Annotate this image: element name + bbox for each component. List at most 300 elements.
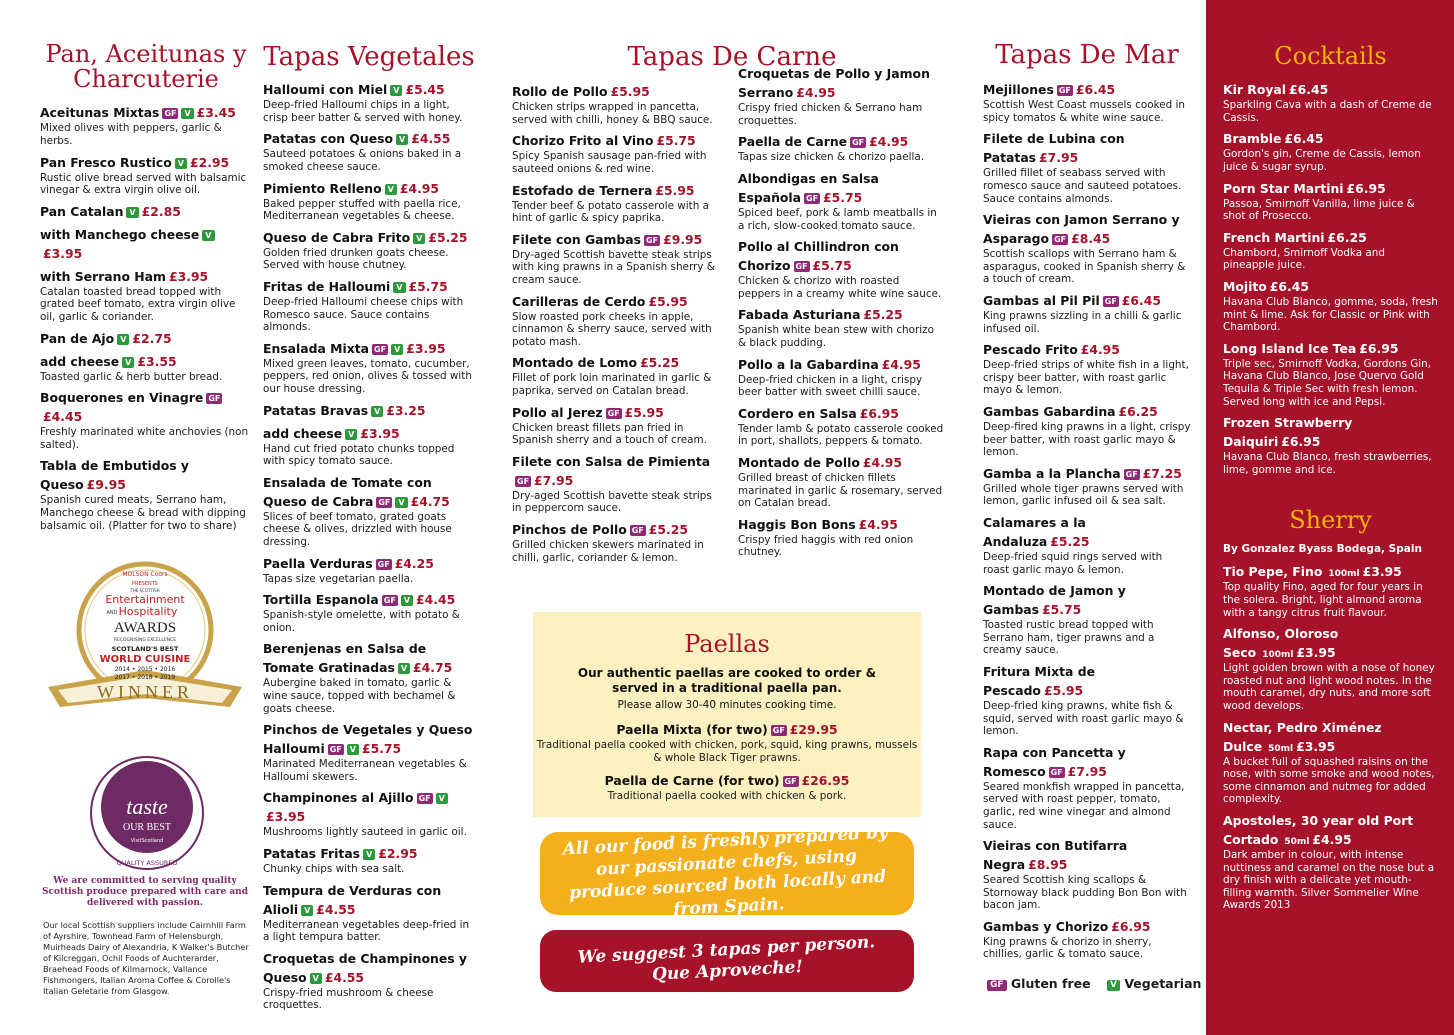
menu-item-price: £6.45 (1269, 278, 1309, 294)
gluten-free-icon: GF (784, 777, 797, 787)
menu-item (1223, 79, 1438, 124)
menu-item-name: Nectar, Pedro Ximénez Dulce (1223, 719, 1382, 754)
menu-item-description: Fillet of pork loin marinated in garlic & paprika, served on Catalan bread. (512, 372, 712, 398)
menu-item (1223, 227, 1438, 272)
menu-item-price: £2.95 (378, 845, 418, 861)
menu-item-name: Haggis Bon Bons (738, 516, 856, 532)
menu-item-description: Rustic olive bread served with balsamic vinegar & extra virgin olive oil. (40, 171, 247, 197)
menu-item-description: Chicken & chorizo with roasted peppers in a creamy white wine sauce. (738, 275, 942, 300)
award-years2: 2017 • 2018 • 2019 (114, 674, 176, 681)
menu-item-name: Gamba a la Plancha (983, 465, 1121, 481)
award-the: THE SCOTTISH (130, 588, 160, 593)
menu-item-name: Pan de Ajo (40, 330, 115, 346)
menu-item-description: Grilled breast of chicken fillets marinated in garlic & rosemary, served on Catalan bread. (738, 472, 943, 510)
menu-item-name: Rapa con Pancetta y Romesco (983, 744, 1126, 779)
vegetarian-icon: V (401, 595, 413, 606)
menu-item-price: £3.55 (137, 353, 177, 369)
vegetarian-icon: V (363, 849, 375, 860)
vegetarian-icon: V (310, 973, 322, 984)
menu-item (1223, 717, 1438, 806)
menu-item-description: Mushrooms lightly sauteed in garlic oil. (263, 826, 467, 839)
menu-item-name: Gambas y Chorizo (983, 918, 1109, 934)
menu-item (40, 266, 252, 324)
menu-item-name: Pan Catalan (40, 203, 124, 219)
gluten-free-icon: GF (374, 344, 387, 354)
menu-item-name: Montado de Jamon y Gambas (983, 583, 1126, 618)
menu-item-description: Crispy fried haggis with red onion chutney. (738, 533, 914, 559)
menu-item-price: £5.25 (648, 521, 688, 537)
menu-item (738, 168, 944, 232)
menu-item (512, 81, 718, 126)
menu-item-description: King prawns sizzling in a chilli & garlic infused oil. (983, 310, 1182, 335)
gluten-free-icon: GF (646, 235, 659, 245)
vegetarian-icon: V (175, 158, 187, 169)
menu-item-name: Patatas con Queso (263, 131, 394, 147)
menu-item-price: £4.95 (1312, 832, 1352, 847)
menu-item-description: Catalan toasted bread topped with grated beef tomato, extra virgin olive oil, garlic & coriander. (40, 285, 236, 323)
menu-item-name: Champinones al Ajillo (263, 790, 414, 806)
menu-item (738, 236, 944, 300)
commitment-text: We are committed to serving quality Scottish produce prepared with care and delivered with passion. (41, 876, 249, 908)
suggest-banner-text: We suggest 3 tapas per person. Que Aproveche! (577, 932, 876, 985)
menu-item (983, 512, 1191, 576)
gluten-free-icon: GF (1050, 767, 1063, 777)
taste-our-best-badge (80, 755, 215, 875)
menu-item-price: £6.95 (1346, 180, 1386, 196)
menu-item-price: £8.95 (1028, 857, 1068, 873)
menu-item-price: £6.45 (1121, 293, 1161, 309)
menu-item-name: Croquetas de Pollo y Jamon Serrano (738, 66, 930, 101)
menu-item-description: Mixed green leaves, tomato, cucumber, peppers, red onion, olives & tossed with our house dressing. (263, 357, 472, 396)
menu-item-name: Alfonso, Oloroso Seco (1223, 626, 1339, 661)
menu-item-price: £7.95 (1067, 763, 1107, 779)
menu-item (983, 661, 1191, 738)
menu-item-price: £4.55 (316, 901, 356, 917)
award-winner: WINNER (97, 682, 193, 702)
menu-item-description: Dry-aged Scottish bavette steak strips with king prawns in a Spanish sherry & cream sauce. (512, 248, 715, 287)
menu-item (533, 770, 921, 803)
menu-item-description: Spanish white bean stew with chorizo & black pudding. (738, 324, 934, 350)
menu-item-price: £5.25 (428, 229, 468, 245)
menu-item-description: Tapas size vegetarian paella. (263, 572, 414, 585)
menu-item-description: Crispy-fried mushroom & cheese croquettes. (263, 986, 434, 1012)
menu-item-price: £6.25 (1327, 229, 1367, 245)
sherry-subtitle: By Gonzalez Byass Bodega, Spain (1223, 543, 1422, 556)
vegetarian-icon: V (391, 344, 403, 355)
menu-item-price: £5.45 (405, 82, 445, 98)
menu-item-name: Pimiento Relleno (263, 180, 382, 196)
menu-item-description: Traditional paella cooked with chicken & pork. (607, 790, 847, 803)
section-title-sherry: Sherry (1289, 506, 1372, 535)
menu-item-price: £5.95 (655, 182, 695, 198)
menu-item (983, 339, 1191, 397)
menu-item (983, 463, 1191, 508)
menu-item (263, 638, 475, 715)
menu-item (738, 131, 944, 164)
vegetarian-icon: V (181, 108, 193, 119)
menu-item-description: Triple sec, Smirnoff Vodka, Gordons Gin, Havana Club Blanco, Jose Quervo Gold Tequila & Triple Sec with fresh lemon. Served long with ice and Pepsi. (1223, 357, 1432, 408)
menu-item-description: Grilled whole tiger prawns served with lemon, garlic infused oil & sea salt. (983, 482, 1184, 508)
menu-item-name: Ensalada de Tomate con Queso de Cabra (263, 474, 432, 509)
paellas-title: Paellas (684, 630, 770, 658)
menu-item-name: Paella de Carne (738, 134, 848, 150)
award-recog: RECOGNISING EXCELLENCE (113, 638, 177, 643)
menu-item-price: £6.95 (1359, 340, 1399, 356)
menu-item (738, 63, 944, 127)
menu-item-name: Vieiras con Jamon Serrano y Asparago (983, 212, 1180, 247)
menu-item-price: £5.75 (823, 190, 863, 206)
legend-gf-label: Gluten free (1010, 976, 1091, 991)
suggest-banner (540, 930, 914, 992)
menu-item-description: Spiced beef, pork & lamb meatballs in a rich, slow-cooked tomato sauce. (738, 207, 937, 232)
mar-list (983, 79, 1191, 961)
menu-item-price: £4.75 (410, 493, 450, 509)
menu-item (263, 880, 475, 944)
cocktail-list (1223, 79, 1438, 476)
menu-item-name: Bramble (1223, 131, 1282, 147)
menu-item (983, 916, 1191, 961)
menu-item-price: £2.95 (189, 154, 230, 170)
menu-item (263, 948, 475, 1012)
menu-item-price: £4.95 (858, 516, 898, 532)
veg-list (263, 79, 475, 1012)
menu-item-name: Calamares a la Andaluza (983, 514, 1086, 549)
legend (984, 976, 1201, 991)
vegetarian-icon: V (202, 230, 214, 241)
award-and: AND (106, 610, 118, 616)
menu-item (512, 519, 718, 564)
menu-item-name: Patatas Fritas (263, 845, 361, 861)
menu-item-name: Estofado de Ternera (512, 182, 653, 198)
menu-item-price: £4.95 (796, 85, 836, 101)
menu-item (1223, 178, 1438, 223)
gluten-free-icon: GF (383, 596, 396, 606)
taste-assured: QUALITY ASSURED (116, 859, 178, 867)
menu-item (263, 79, 475, 124)
column-carne (512, 0, 952, 568)
menu-item-price: £4.95 (399, 180, 440, 196)
menu-item-price: £2.85 (141, 203, 181, 219)
vegetarian-icon: V (122, 357, 134, 368)
menu-item-name: Tabla de Embutidos y Queso (40, 458, 189, 493)
menu-item-price: £3.95 (360, 425, 400, 441)
vegetarian-icon: V (413, 233, 425, 244)
menu-item-description: Chicken breast fillets pan fried in Spanish sherry and a touch of cream. (512, 421, 707, 447)
menu-item (40, 152, 252, 197)
gluten-free-icon: GF (852, 138, 865, 148)
menu-item (512, 229, 718, 287)
menu-item (263, 276, 475, 334)
menu-item-price: £6.95 (1111, 918, 1151, 934)
menu-item-price: £4.75 (413, 660, 453, 676)
menu-item (263, 843, 475, 876)
menu-item-description: Light golden brown with a nose of honey roasted nut and light wood notes. In the mouth caramel, dry nuts, and more soft wood develops. (1223, 662, 1435, 713)
award-years1: 2014 • 2015 • 2016 (114, 666, 176, 673)
menu-item-description: Deep-fried Halloumi chips in a light, crisp beer batter & served with honey. (263, 99, 463, 124)
menu-item-name: Pollo al Jerez (512, 404, 603, 420)
menu-item-description: Baked pepper stuffed with paella rice, Mediterranean vegetables & cheese. (263, 197, 461, 223)
menu-item-description: Grilled fillet of seabass served with romesco sauce and sauteed potatoes. Sauce contains almonds. (983, 167, 1182, 205)
menu-item-name: Pescado Frito (983, 342, 1078, 358)
menu-item-name: Filete con Salsa de Pimienta (512, 453, 711, 469)
column-veg (263, 0, 475, 1016)
column-mar (983, 0, 1191, 965)
menu-item-name: with Serrano Ham (40, 268, 166, 284)
menu-item (738, 452, 944, 510)
award-line3: AWARDS (113, 620, 177, 636)
menu-item-price: £4.45 (43, 409, 83, 425)
menu-item-price: £26.95 (801, 773, 850, 789)
menu-item (1223, 338, 1438, 408)
gluten-free-icon: GF (772, 726, 785, 735)
section-title-veg: Tapas Vegetales (263, 42, 475, 72)
menu-item-name: Albondigas en Salsa Española (738, 171, 879, 206)
menu-item-name: Pinchos de Vegetales y Queso Halloumi (263, 722, 473, 757)
menu-item-name: Chorizo Frito al Vino (512, 133, 654, 149)
menu-item-price: £3.95 (1362, 564, 1402, 580)
menu-item-price: £5.95 (610, 84, 650, 100)
menu-item (512, 402, 718, 447)
menu-item-description: Scottish West Coast mussels cooked in spicy tomatos & white wine sauce. (983, 99, 1185, 124)
menu-item-price: £6.25 (1118, 404, 1158, 420)
menu-item-name: Tempura de Verduras con Alioli (263, 882, 442, 917)
menu-item-name: Filete de Lubina con Patatas (983, 131, 1125, 166)
fresh-banner (540, 822, 914, 920)
menu-item-price: £3.25 (386, 402, 426, 418)
menu-item-name: Montado de Lomo (512, 355, 638, 371)
menu-item-description: Gordon's gin, Creme de Cassis, lemon juice & sugar syrup. (1223, 148, 1421, 173)
menu-item-description: Chicken strips wrapped in pancetta, served with chilli, honey & BBQ sauce. (512, 101, 713, 126)
menu-item-name: Fritura Mixta de Pescado (983, 663, 1095, 698)
serving-size: 100ml (1262, 650, 1294, 661)
menu-item-name: Gambas Gabardina (983, 404, 1116, 420)
menu-item (263, 553, 475, 586)
menu-item-name: Kir Royal (1223, 82, 1287, 98)
menu-item-price: £5.25 (863, 307, 903, 323)
menu-item (1223, 561, 1438, 619)
menu-item-price: £7.95 (534, 472, 574, 488)
menu-item-description: Tapas size chicken & chorizo paella. (738, 151, 925, 164)
menu-item-description: Slices of beef tomato, grated goats cheese & olives, drizzled with house dressing. (263, 510, 452, 548)
menu-item-price: £4.95 (869, 134, 909, 150)
award-sponsor: MOLSON Coors (122, 571, 168, 578)
menu-item-price: £3.95 (266, 809, 306, 825)
menu-item (263, 787, 475, 839)
gluten-free-icon: GF (517, 476, 530, 486)
menu-item-name: Mejillones (983, 82, 1054, 98)
serving-size: 50ml (1284, 837, 1310, 847)
menu-item-description: Deep-fried strips of white fish in a light, crispy beer batter, with roast garlic mayo & lemon. (983, 359, 1189, 397)
fresh-banner-text: All our food is freshly prepared by our passionate chefs, using produce sourced both locally and from Spain. (562, 822, 889, 920)
menu-item-price: £7.25 (1142, 465, 1182, 481)
menu-item-price: £9.95 (86, 477, 126, 493)
award-line1: Entertainment (105, 593, 185, 606)
section-title-mar: Tapas De Mar (995, 40, 1179, 70)
menu-item-name: Fritas de Halloumi (263, 279, 391, 295)
menu-item-price: £5.75 (656, 133, 696, 149)
gluten-free-icon: GF (795, 262, 808, 272)
menu-item-price: £5.75 (812, 258, 852, 274)
menu-item-description: Spanish-style omelette, with potato & onion. (263, 609, 460, 634)
menu-item-price: £7.95 (1039, 150, 1079, 166)
menu-item (512, 352, 718, 397)
menu-item (40, 102, 252, 147)
drinks-panel (1206, 0, 1454, 1035)
menu-item-price: £2.75 (132, 330, 172, 346)
menu-item (40, 328, 252, 347)
menu-item-price: £4.55 (411, 131, 451, 147)
taste-line2: OUR BEST (122, 822, 172, 833)
menu-item-name: French Martini (1223, 229, 1325, 245)
menu-item-description: Top quality Fino, aged for four years in the solera. Bright, light almond aroma with a tangy citrus fruit flavour. (1223, 581, 1423, 619)
menu-item (512, 130, 718, 175)
menu-item-price: £6.45 (1075, 82, 1116, 98)
menu-item-price: £6.45 (1289, 82, 1329, 98)
menu-item-name: Croquetas de Champinones y Queso (263, 950, 467, 985)
menu-item (983, 835, 1191, 912)
legend-v-icon: V (1107, 980, 1120, 991)
menu-item (1223, 810, 1438, 912)
menu-item-name: Pollo al Chillindron con Chorizo (738, 239, 899, 274)
menu-item-name: Rollo de Pollo (512, 84, 608, 100)
menu-item-description: Toasted rustic bread topped with Serrano ham, tiger prawns and a creamy sauce. (983, 619, 1155, 657)
menu-item-name: Berenjenas en Salsa de Tomate Gratinadas (263, 641, 427, 676)
menu-item (40, 351, 252, 384)
award-badge (40, 552, 250, 732)
menu-item-description: Havana Club Blanco, gomme, soda, fresh mint & lime. Ask for Classic or Pink with Chambord. (1223, 295, 1438, 334)
menu-item-description: Dark amber in colour, with intense nuttiness and caramel on the nose but a dry finish with a delicate yet mouth-filling warmth. Silver Sommelier Wine Awards 2013 (1223, 849, 1435, 912)
vegetarian-icon: V (390, 85, 402, 96)
menu-item-name: Montado de Pollo (738, 455, 860, 471)
paellas-note: Please allow 30-40 minutes cooking time. (617, 699, 837, 711)
menu-item-price: £5.95 (1043, 682, 1084, 698)
gluten-free-icon: GF (1054, 235, 1067, 245)
menu-item (40, 224, 252, 262)
menu-item-name: with Manchego cheese (40, 226, 200, 242)
menu-item-price: £4.55 (324, 969, 365, 985)
menu-item-name: Aceitunas Mixtas (40, 105, 160, 121)
menu-item-description: Freshly marinated white anchovies (non salted). (40, 426, 249, 451)
menu-item-description: Seared Scottish king scallops & Stornoway black pudding Bon Bon with bacon jam. (983, 874, 1187, 912)
menu-item (983, 290, 1191, 335)
menu-item (983, 209, 1191, 286)
carne-list-left (512, 81, 718, 568)
legend-v-label: Vegetarian (1124, 976, 1202, 991)
menu-item (738, 304, 944, 349)
menu-item-name: Tortilla Espanola (263, 592, 379, 608)
menu-item (263, 423, 475, 468)
menu-item (533, 719, 921, 764)
menu-item-description: Crispy fried chicken & Serrano ham croquettes. (738, 102, 923, 127)
menu-item-price: £6.95 (859, 405, 899, 421)
menu-item-description: Slow roasted pork cheeks in apple, cinnamon & sherry sauce, served with potato mash. (512, 310, 712, 348)
menu-item (1223, 276, 1438, 334)
menu-item (512, 451, 718, 515)
menu-item-description: Golden fried drunken goats cheese. Served with house chutney. (263, 246, 449, 272)
menu-item (1223, 623, 1438, 712)
award-line2: Hospitality (118, 605, 178, 618)
menu-item (263, 472, 475, 549)
menu-item-description: Scottish scallops with Serrano ham & asparagus, cooked in Spanish sherry & a touch of cream. (983, 248, 1186, 286)
menu-item-name: Queso de Cabra Frito (263, 229, 411, 245)
menu-item (512, 180, 718, 225)
menu-item-price: £29.95 (789, 722, 838, 737)
menu-item-name: Ensalada Mixta (263, 340, 370, 356)
menu-item-description: Tender lamb & potato casserole cooked in port, shallots, peppers & tomato. (738, 422, 944, 448)
menu-item-name: Pollo a la Gabardina (738, 356, 879, 372)
menu-item-name: Porn Star Martini (1223, 180, 1344, 196)
gluten-free-icon: GF (1104, 297, 1117, 307)
menu-item (983, 128, 1191, 205)
pan-list (40, 102, 252, 532)
menu-item-description: Deep-fried chicken in a light, crispy beer batter with sweet chilli sauce. (738, 373, 923, 399)
menu-item-description: Spicy Spanish sausage pan-fried with sauteed onions & red wine. (512, 150, 707, 176)
menu-item-name: Pan Fresco Rustico (40, 154, 172, 170)
vegetarian-icon: V (436, 793, 448, 804)
menu-item-price: £3.95 (406, 340, 446, 356)
menu-item (983, 401, 1191, 459)
menu-item-description: Traditional paella cooked with chicken, pork, squid, king prawns, mussels & whole Black Tiger prawns. (536, 739, 918, 764)
menu-item-name: Apostoles, 30 year old Port Cortado (1223, 813, 1414, 847)
menu-item-name: Long Island Ice Tea (1223, 340, 1357, 356)
menu-item-description: Mediterranean vegetables deep-fried in a light tempura batter. (263, 918, 470, 944)
menu-item-name: Patatas Bravas (263, 402, 369, 418)
menu-item-price: £4.95 (881, 356, 921, 372)
vegetarian-icon: V (393, 282, 405, 293)
menu-item-price: £5.75 (408, 279, 448, 295)
gluten-free-icon: GF (1058, 86, 1071, 96)
section-title-carne: Tapas De Carne (627, 42, 837, 72)
menu-item-name: Cordero en Salsa (738, 405, 857, 421)
paellas-list (533, 719, 921, 803)
menu-item (40, 455, 252, 532)
menu-item-description: Passoa, Smirnoff Vanilla, lime juice & shot of Prosecco. (1223, 197, 1415, 223)
menu-item (738, 514, 944, 559)
menu-item-price: £3.95 (43, 245, 83, 261)
gluten-free-icon: GF (378, 497, 391, 507)
vegetarian-icon: V (396, 134, 408, 145)
menu-item-description: Seared monkfish wrapped in pancetta, served with roast pepper, tomato, garlic, red wine vinegar and almond sauce. (983, 780, 1185, 831)
section-title-pan: Pan, Aceitunas y Charcuterie (45, 40, 247, 94)
menu-item-description: Chunky chips with sea salt. (263, 862, 405, 875)
menu-item (263, 178, 475, 223)
menu-item-price: £3.45 (196, 105, 236, 121)
menu-item-name: add cheese (263, 425, 343, 441)
menu-item (263, 719, 475, 783)
menu-item-name: Paella Mixta (for two) (616, 722, 768, 737)
menu-item (263, 400, 475, 419)
vegetarian-icon: V (398, 663, 410, 674)
menu-item-price: £5.25 (640, 355, 680, 371)
menu-item-name: Gambas al Pil Pil (983, 293, 1100, 309)
vegetarian-icon: V (347, 744, 359, 755)
menu-item (1223, 128, 1438, 173)
vegetarian-icon: V (117, 334, 129, 345)
taste-visit: VisitScotland (130, 838, 164, 844)
menu-item-description: Mixed olives with peppers, garlic & herbs. (40, 122, 222, 147)
menu-item-description: Chambord, Smirnoff Vodka and pineapple juice. (1223, 246, 1385, 272)
menu-item-price: £5.95 (648, 293, 688, 309)
menu-item-name: Paella Verduras (263, 555, 373, 571)
menu-item-name: Pinchos de Pollo (512, 521, 627, 537)
vegetarian-icon: V (371, 406, 383, 417)
menu-item-price: £3.95 (168, 268, 209, 284)
menu-item-description: Tender beef & potato casserole with a hint of garlic & spicy paprika. (512, 199, 709, 225)
menu-item-price: £8.45 (1071, 231, 1111, 247)
menu-item-description: Marinated Mediterranean vegetables & Halloumi skewers. (263, 758, 467, 783)
column-pan (40, 0, 252, 536)
menu-item-name: Filete con Gambas (512, 231, 642, 247)
